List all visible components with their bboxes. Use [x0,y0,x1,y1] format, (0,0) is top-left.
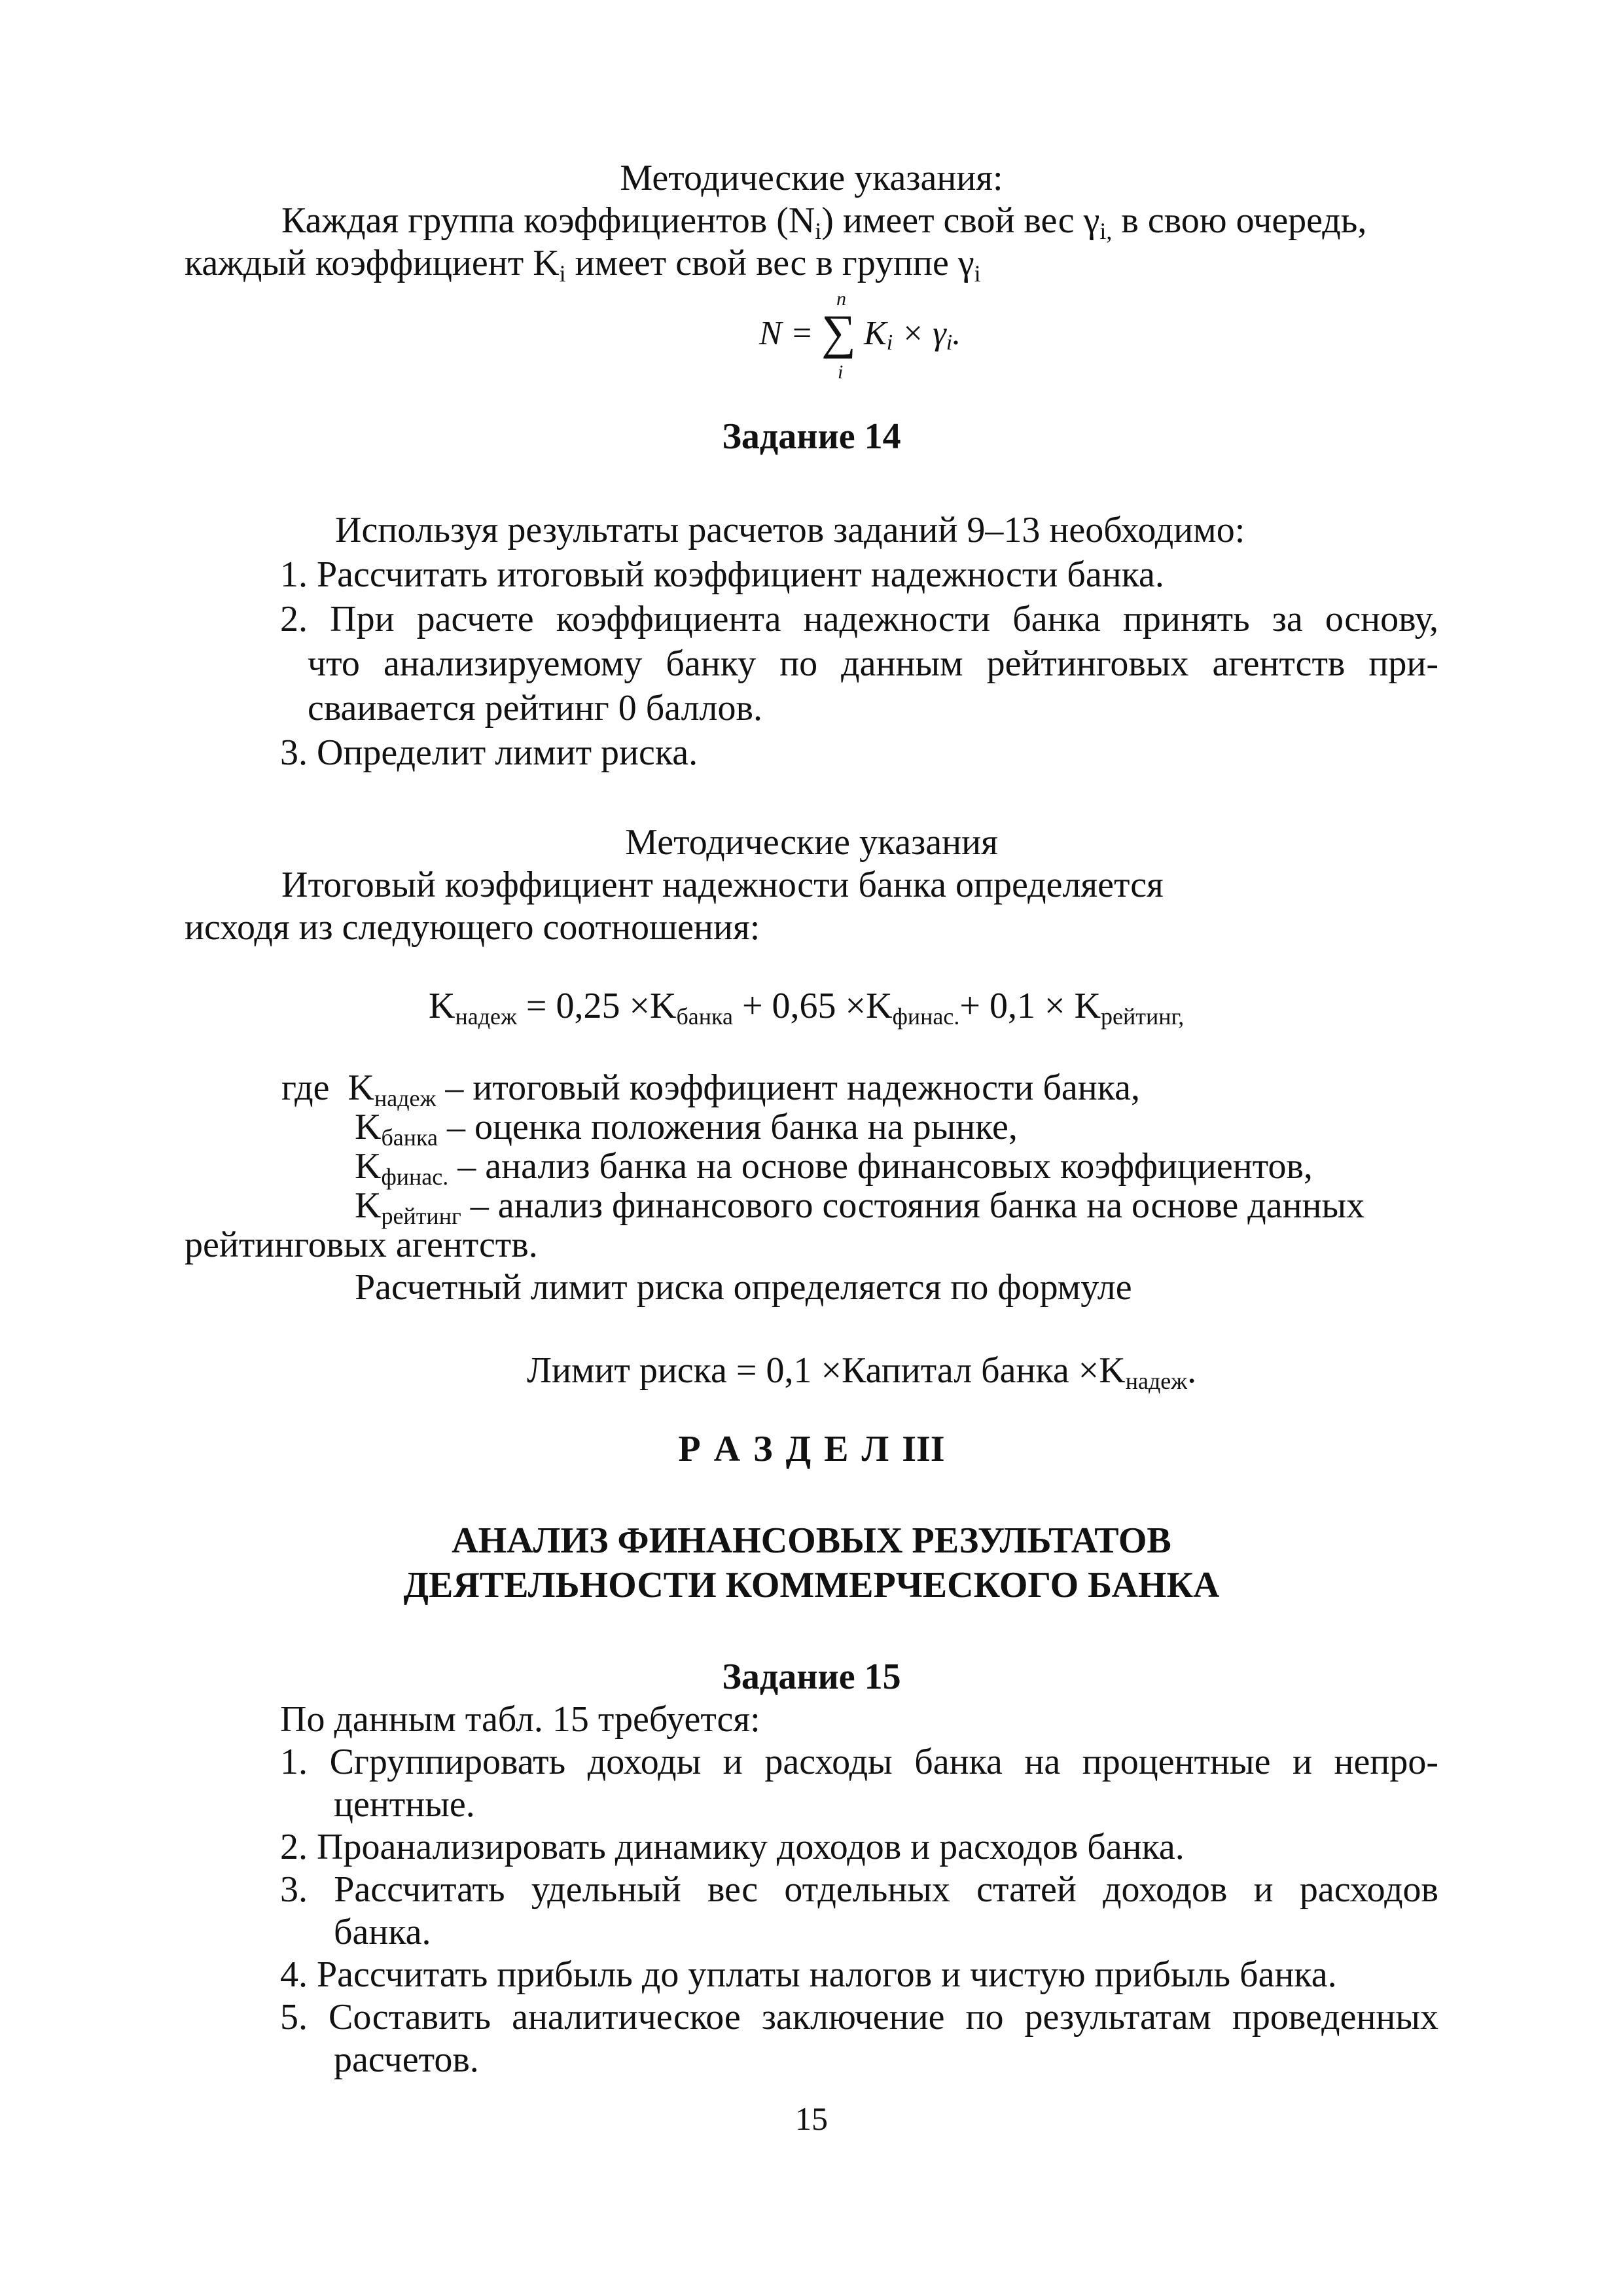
definition-k-banka: $K_{банка}$ – оценка положения банка на рынке, [355,1107,1018,1151]
task-15-item-5-line-2: расчетов. [334,2039,479,2080]
task-15-title: Задание 15 [722,1657,901,1697]
limit-intro: Расчетный лимит риска определяется по формуле [355,1267,1132,1308]
page-number: 15 [795,2100,828,2137]
formula-1-body: Ki × γi. [864,315,961,355]
task-14-title: Задание 14 [722,416,901,457]
task-15-intro: По данным табл. 15 требуется: [280,1699,760,1740]
task-15-item-3-line-1: 3. Рассчитать удельный вес отдельных статей доходов и расходов [280,1869,1438,1910]
task-14-item-2-line-2: что анализируемому банку по данным рейтинговых агентств при- [308,643,1438,684]
task-15-item-1-line-2: центные. [334,1784,475,1825]
methodical-1-line-1: Каждая группа коэффициентов $(N_i)$ имеет свой вес $\gamma_{i,}$ в свою очередь, [281,200,1367,244]
section-title-line-1: АНАЛИЗ ФИНАНСОВЫХ РЕЗУЛЬТАТОВ [452,1520,1171,1561]
methodical-1-line-2: каждый коэффициент $K_i$ имеет свой вес в группе $\gamma_i$ [185,243,981,287]
definition-k-nadezh: где $K_{надеж}$ – итоговый коэффициент надежности банка, [281,1067,1140,1111]
formula-risk-limit: Лимит риска = 0,1 ×Капитал банка $\times K_{надеж}$. [527,1350,1197,1394]
task-14-intro: Используя результаты расчетов заданий 9–13 необходимо: [335,510,1245,550]
methodical-2-line-1: Итоговый коэффициент надежности банка определяется [281,865,1164,905]
sum-symbol: ∑ [821,306,856,359]
methodical-heading-2: Методические указания [625,822,998,863]
task-15-item-5-line-1: 5. Составить аналитическое заключение по результатам проведенных [280,1997,1438,2037]
task-15-item-3-line-2: банка. [334,1912,431,1952]
methodical-2-line-2: исходя из следующего соотношения: [185,907,760,948]
task-14-item-2-line-1: 2. При расчете коэффициента надежности банка принять за основу, [280,599,1438,639]
task-14-item-2-line-3: сваивается рейтинг 0 баллов. [308,688,762,728]
section-title-line-2: ДЕЯТЕЛЬНОСТИ КОММЕРЧЕСКОГО БАНКА [403,1565,1220,1605]
formula-weighted-sum: N = ∑ n i Ki × γi. [759,288,961,383]
task-14-item-3: 3. Определит лимит риска. [280,732,698,773]
methodical-heading-1: Методические указания: [620,158,1003,198]
task-15-item-1-line-1: 1. Сгруппировать доходы и расходы банка на процентные и непро- [280,1742,1438,1782]
task-15-item-2: 2. Проанализировать динамику доходов и расходов банка. [280,1827,1185,1867]
task-15-item-4: 4. Рассчитать прибыль до уплаты налогов и чистую прибыль банка. [280,1954,1337,1995]
definition-k-reiting-cont: рейтинговых агентств. [185,1225,538,1265]
section-label: Р А З Д Е Л III [678,1429,945,1469]
definition-k-finas: $K_{финас.}$ – анализ банка на основе финансовых коэффициентов, [355,1146,1313,1190]
definition-k-reiting: $K_{рейтинг}$ – анализ финансового состояния банка на основе данных [355,1185,1365,1229]
task-14-item-1: 1. Рассчитать итоговый коэффициент надежности банка. [280,554,1164,595]
formula-reliability: $K_{надеж} = 0,25 \times K_{банка} + 0,65 \times K_{финас.}+ 0,1 \times K_{рейтинг,}$ [429,986,1185,1030]
